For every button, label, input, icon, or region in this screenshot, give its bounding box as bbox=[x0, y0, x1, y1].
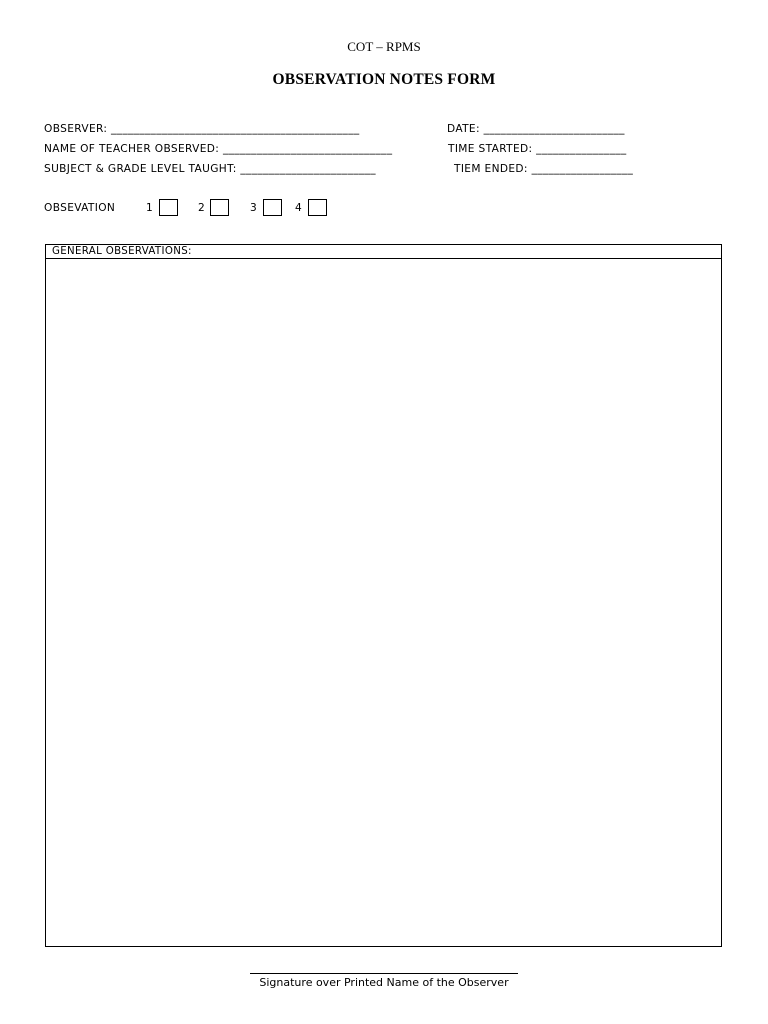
time-ended-blank[interactable]: __________________ bbox=[531, 163, 634, 175]
signature-line[interactable] bbox=[250, 973, 518, 974]
time-started-field[interactable] bbox=[448, 142, 627, 156]
observation-option-4-checkbox[interactable] bbox=[308, 199, 327, 216]
observation-option-2-label: 2 bbox=[198, 202, 206, 214]
form-header: COT – RPMS bbox=[347, 39, 421, 54]
general-observations-box bbox=[45, 244, 722, 947]
teacher-label: NAME OF TEACHER OBSERVED: bbox=[44, 143, 223, 155]
subject-blank[interactable]: ________________________ bbox=[240, 163, 376, 175]
observation-option-2-checkbox[interactable] bbox=[210, 199, 229, 216]
time-started-label: TIME STARTED: bbox=[448, 143, 537, 155]
observation-option-3-checkbox[interactable] bbox=[263, 199, 282, 216]
observer-field[interactable] bbox=[44, 122, 360, 136]
time-started-blank[interactable]: ________________ bbox=[536, 143, 627, 155]
observation-option-1-label: 1 bbox=[146, 202, 154, 214]
general-observations-title: GENERAL OBSERVATIONS: bbox=[46, 245, 721, 259]
date-blank[interactable]: _________________________ bbox=[483, 123, 625, 135]
date-label: DATE: bbox=[447, 123, 484, 135]
observation-label: OBSEVATION bbox=[44, 202, 116, 214]
date-field[interactable] bbox=[447, 122, 625, 136]
general-observations-area[interactable] bbox=[46, 259, 721, 946]
observer-blank[interactable]: ____________________________________________ bbox=[111, 123, 360, 135]
observation-option-3-label: 3 bbox=[250, 202, 258, 214]
observer-label: OBSERVER: bbox=[44, 123, 112, 135]
signature-label: Signature over Printed Name of the Observer bbox=[259, 976, 509, 989]
subject-field[interactable] bbox=[44, 162, 376, 176]
form-title: OBSERVATION NOTES FORM bbox=[272, 71, 496, 88]
time-ended-field[interactable] bbox=[454, 162, 633, 176]
observation-option-1-checkbox[interactable] bbox=[159, 199, 178, 216]
teacher-blank[interactable]: ______________________________ bbox=[222, 143, 393, 155]
time-ended-label: TIEM ENDED: bbox=[454, 163, 532, 175]
teacher-field[interactable] bbox=[44, 142, 392, 156]
subject-label: SUBJECT & GRADE LEVEL TAUGHT: bbox=[44, 163, 241, 175]
observation-option-4-label: 4 bbox=[295, 202, 303, 214]
